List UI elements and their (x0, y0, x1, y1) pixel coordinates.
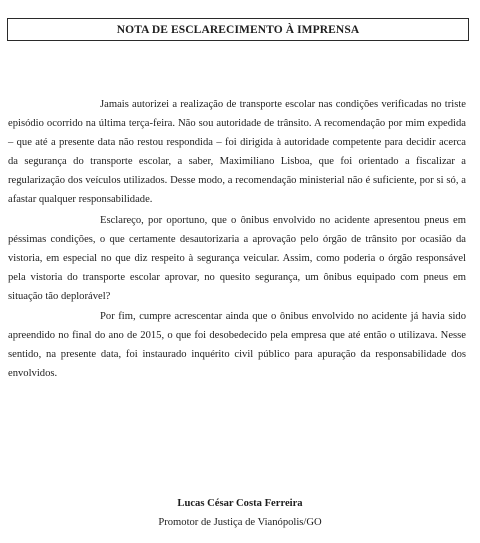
signature-role: Promotor de Justiça de Vianópolis/GO (158, 517, 322, 528)
document-title: NOTA DE ESCLARECIMENTO À IMPRENSA (116, 23, 360, 36)
paragraph-2: Esclareço, por oportuno, que o ônibus envolvido no acidente apresentou pneus em péssimas condições, o que certamente desautorizaria a aprovação pelo órgão de trânsito por ocasião da vistoria, em especial no que diz respeito à segurança veicular. Assim, como poderia o órgão responsável pela vistoria do transporte escolar aprovar, no quesito segurança, um ônibus equipado com pneus em situação tão deplorável? (8, 214, 466, 302)
paragraph-1: Jamais autorizei a realização de transporte escolar nas condições verificadas no triste episódio ocorrido na última terça-feira. Não sou autoridade de trânsito. A recomendação por mim expedida – que até a presente data não restou respondida – foi dirigida à autoridade competente para decidir acerca da segurança do transporte escolar, a saber, Maximiliano Lisboa, que foi orientado a fiscalizar a regularização dos veículos utilizados. Desse modo, a recomendação ministerial não é suficiente, por si só, a afastar qualquer responsabilidade. (8, 99, 466, 206)
paragraph-3: Por fim, cumpre acrescentar ainda que o ônibus envolvido no acidente já havia sido apreendido no final do ano de 2015, o que foi desobedecido pela empresa que até então o utilizava. Nesse sentido, na presente data, foi instaurado inquérito civil público para apuração da responsabilidade dos envolvidos. (8, 311, 466, 380)
signature-name: Lucas César Costa Ferreira (177, 498, 303, 509)
title-box (7, 18, 469, 41)
document-body (8, 95, 466, 383)
